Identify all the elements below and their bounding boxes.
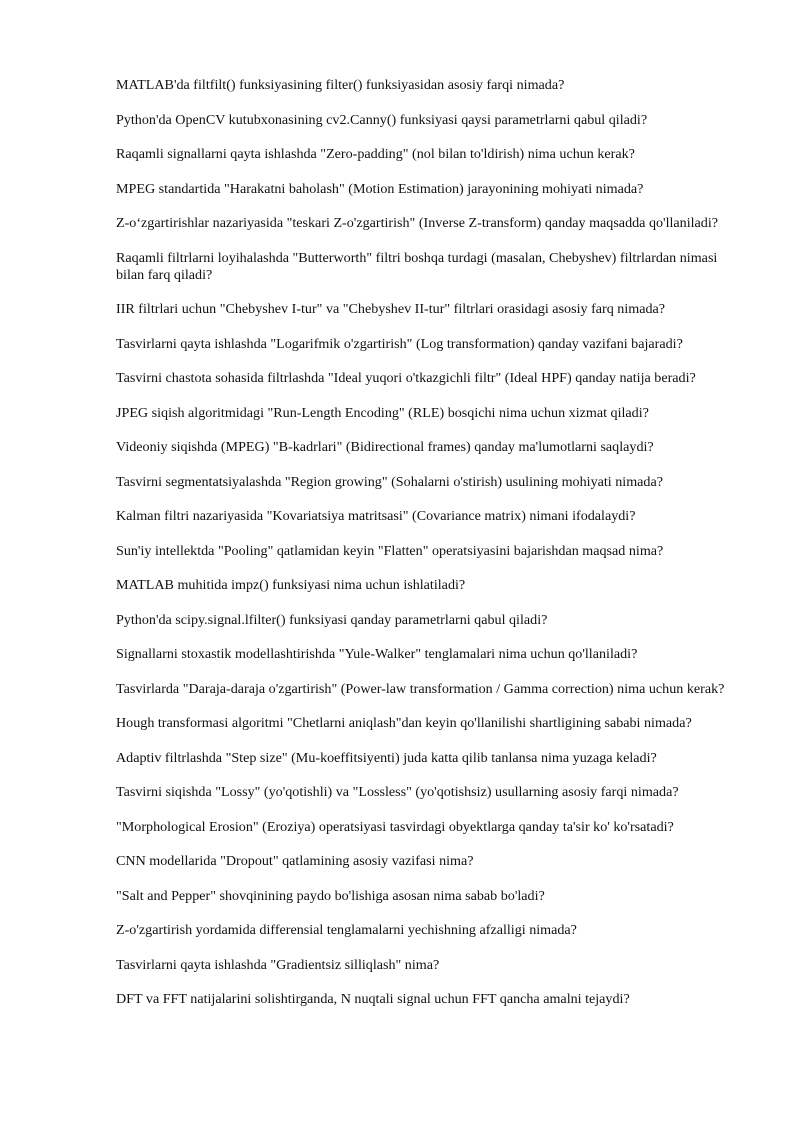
question-6: Raqamli filtrlarni loyihalashda "Butterworth" filtri boshqa turdagi (masalan, Chebyshev) filtrlardan nimasi bilan farq qiladi? xyxy=(116,249,718,283)
question-21: Tasvirni siqishda "Lossy" (yo'qotishli) va "Lossless" (yo'qotishsiz) usullarning asosiy farqi nimada? xyxy=(116,784,679,800)
question-7: IIR filtrlari uchun "Chebyshev I-tur" va "Chebyshev II-tur" filtrlari orasidagi asosiy farq nimada? xyxy=(116,301,666,317)
question-18: Tasvirlarda "Daraja-daraja o'zgartirish" (Power-law transformation / Gamma correction) nima uchun kerak? xyxy=(116,680,725,697)
question-16: Python'da scipy.signal.lfilter() funksiyasi qanday parametrlarni qabul qiladi? xyxy=(116,611,548,628)
question-20: Adaptiv filtrlashda "Step size" (Mu-koeffitsiyenti) juda katta qilib tanlansa nima yuzaga keladi? xyxy=(116,749,657,766)
question-26: Tasvirlarni qayta ishlashda "Gradientsiz silliqlash" nima? xyxy=(116,956,440,973)
question-5: Z-o‘zgartirishlar nazariyasida "teskari Z-o'zgartirish" (Inverse Z-transform) qanday maqsadda qo'llaniladi? xyxy=(116,215,719,231)
question-11: Videoniy siqishda (MPEG) "B-kadrlari" (Bidirectional frames) qanday ma'lumotlarni saqlaydi? xyxy=(116,439,654,455)
question-9: Tasvirni chastota sohasida filtrlashda "Ideal yuqori o'tkazgichli filtr" (Ideal HPF) qanday natija beradi? xyxy=(116,370,696,386)
question-12: Tasvirni segmentatsiyalashda "Region growing" (Sohalarni o'stirish) usulining mohiyati nimada? xyxy=(116,473,663,490)
question-10: JPEG siqish algoritmidagi "Run-Length Encoding" (RLE) bosqichi nima uchun xizmat qiladi? xyxy=(116,404,649,421)
question-8: Tasvirlarni qayta ishlashda "Logarifmik o'zgartirish" (Log transformation) qanday vazifani bajaradi? xyxy=(116,335,683,352)
question-17: Signallarni stoxastik modellashtirishda "Yule-Walker" tenglamalari nima uchun qo'llaniladi? xyxy=(116,646,638,662)
question-15: MATLAB muhitida impz() funksiyasi nima uchun ishlatiladi? xyxy=(116,577,466,593)
question-13: Kalman filtri nazariyasida "Kovariatsiya matritsasi" (Covariance matrix) nimani ifodalaydi? xyxy=(116,508,636,524)
question-24: "Salt and Pepper" shovqinining paydo bo'lishiga asosan nima sabab bo'ladi? xyxy=(116,887,545,904)
question-23: CNN modellarida "Dropout" qatlamining asosiy vazifasi nima? xyxy=(116,853,474,869)
question-3: Raqamli signallarni qayta ishlashda "Zero-padding" (nol bilan to'ldirish) nima uchun kerak? xyxy=(116,146,635,162)
question-22: "Morphological Erosion" (Eroziya) operatsiyasi tasvirdagi obyektlarga qanday ta'sir ko' ko'rsatadi? xyxy=(116,818,674,835)
question-4: MPEG standartida "Harakatni baholash" (Motion Estimation) jarayonining mohiyati nimada? xyxy=(116,180,644,197)
question-19: Hough transformasi algoritmi "Chetlarni aniqlash"dan keyin qo'llanilishi shartligining sababi nimada? xyxy=(116,715,692,731)
question-25: Z-o'zgartirish yordamida differensial tenglamalarni yechishning afzalligi nimada? xyxy=(116,922,577,938)
question-14: Sun'iy intellektda "Pooling" qatlamidan keyin "Flatten" operatsiyasini bajarishdan maqsad nima? xyxy=(116,542,664,559)
question-27: DFT va FFT natijalarini solishtirganda, N nuqtali signal uchun FFT qancha amalni tejaydi? xyxy=(116,991,630,1007)
question-1: MATLAB'da filtfilt() funksiyasining filter() funksiyasidan asosiy farqi nimada? xyxy=(116,77,565,93)
question-2: Python'da OpenCV kutubxonasining cv2.Canny() funksiyasi qaysi parametrlarni qabul qiladi? xyxy=(116,111,648,128)
